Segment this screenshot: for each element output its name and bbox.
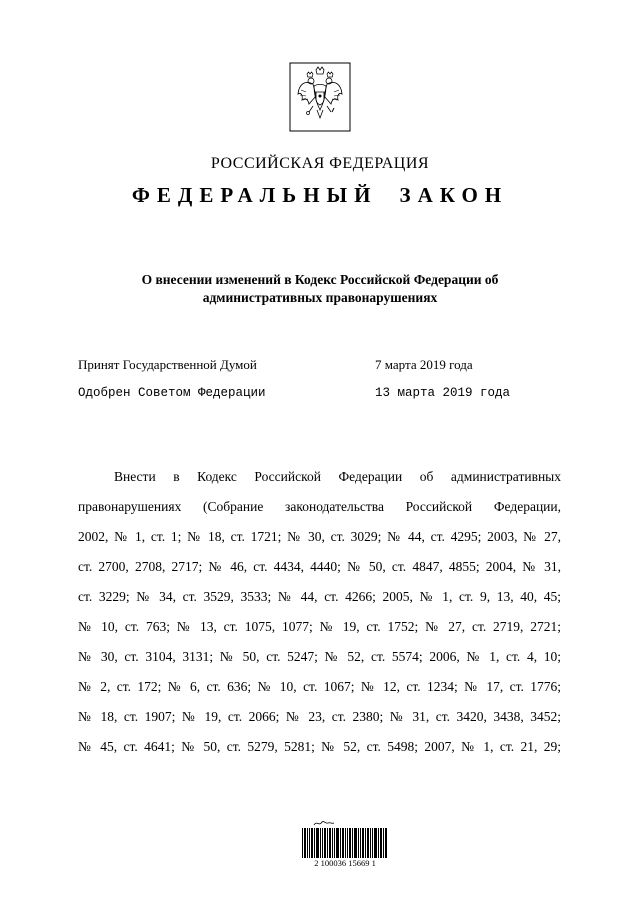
barcode-bars-icon bbox=[300, 828, 390, 858]
body-line: № 2, ст. 172; № 6, ст. 636; № 10, ст. 1067; № 12, ст. 1234; № 17, ст. 1776; bbox=[78, 679, 561, 694]
body-line: ст. 2700, 2708, 2717; № 46, ст. 4434, 4440; № 50, ст. 4847, 4855; 2004, № 31, bbox=[78, 559, 561, 574]
adoption-council-label: Одобрен Советом Федерации bbox=[78, 386, 266, 400]
body-line: правонарушениях (Собрание законодательства Российской Федерации, bbox=[78, 499, 561, 514]
adoption-duma-date: 7 марта 2019 года bbox=[375, 357, 473, 372]
body-line: № 10, ст. 763; № 13, ст. 1075, 1077; № 19, ст. 1752; № 27, ст. 2719, 2721; bbox=[78, 619, 561, 634]
body-line: № 18, ст. 1907; № 19, ст. 2066; № 23, ст. 2380; № 31, ст. 3420, 3438, 3452; bbox=[78, 709, 561, 724]
adoption-council-date: 13 марта 2019 года bbox=[375, 386, 511, 400]
law-title-line-1: О внесении изменений в Кодекс Российской Федерации об bbox=[141, 272, 499, 287]
body-line: ст. 3229; № 34, ст. 3529, 3533; № 44, ст. 4266; 2005, № 1, ст. 9, 13, 40, 45; bbox=[78, 589, 561, 604]
law-type-word-1: ФЕДЕРАЛЬНЫЙ bbox=[131, 183, 378, 207]
law-title bbox=[90, 271, 550, 307]
body-line: 2002, № 1, ст. 1; № 18, ст. 1721; № 30, ст. 3029; № 44, ст. 4295; 2003, № 27, bbox=[78, 529, 561, 544]
law-title-line-2: административных правонарушениях bbox=[202, 290, 438, 305]
body-line: Внести в Кодекс Российской Федерации об административных bbox=[114, 469, 561, 484]
signature-mark-icon bbox=[312, 818, 336, 828]
law-type-heading bbox=[0, 183, 640, 208]
law-type-word-2: ЗАКОН bbox=[399, 183, 509, 207]
russian-coat-of-arms-icon bbox=[289, 62, 351, 132]
body-paragraph bbox=[78, 462, 561, 762]
barcode-number: 2 100036 15669 1 bbox=[314, 858, 376, 868]
adoption-duma-label: Принят Государственной Думой bbox=[78, 357, 257, 372]
country-heading: РОССИЙСКАЯ ФЕДЕРАЦИЯ bbox=[210, 155, 430, 172]
barcode bbox=[300, 818, 390, 868]
body-line: № 45, ст. 4641; № 50, ст. 5279, 5281; № 52, ст. 5498; 2007, № 1, ст. 21, 29; bbox=[78, 739, 561, 754]
body-line: № 30, ст. 3104, 3131; № 50, ст. 5247; № 52, ст. 5574; 2006, № 1, ст. 4, 10; bbox=[78, 649, 561, 664]
